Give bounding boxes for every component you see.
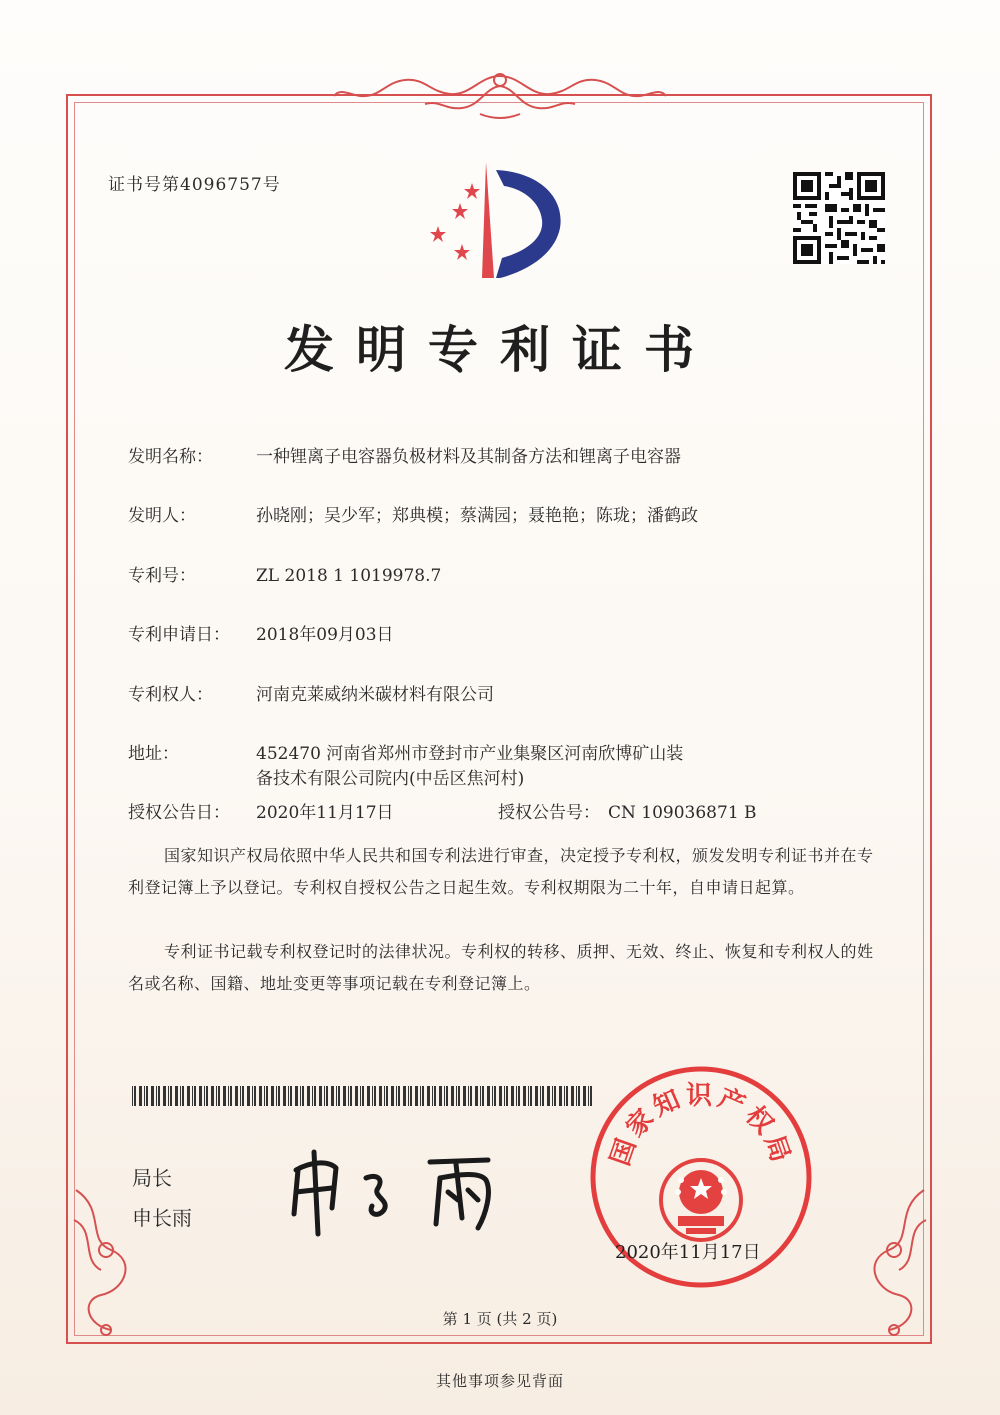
svg-text:国家知识产权局: 国家知识产权局 — [605, 1081, 797, 1170]
qr-code — [793, 172, 885, 264]
field-application-date — [128, 620, 394, 645]
barcode-bar — [144, 1086, 145, 1106]
barcode-bar — [218, 1086, 220, 1106]
barcode-bar — [132, 1086, 133, 1106]
barcode-bar — [470, 1086, 472, 1106]
grant-date-label: 授权公告日： — [128, 803, 230, 823]
barcode-bar — [391, 1086, 394, 1106]
barcode-bar — [216, 1086, 217, 1106]
barcode-bar — [487, 1086, 490, 1106]
barcode-bar — [482, 1086, 484, 1106]
barcode-bar — [456, 1086, 457, 1106]
application-date-label: 专利申请日： — [128, 625, 230, 645]
barcode-bar — [134, 1086, 136, 1106]
barcode-bar — [228, 1086, 229, 1106]
grant-number-label: 授权公告号： — [498, 803, 600, 823]
barcode-bar — [266, 1086, 268, 1106]
address-line1: 452470 河南省郑州市登封市产业集聚区河南欣博矿山装 — [256, 744, 684, 764]
barcode-bar — [343, 1086, 346, 1106]
barcode-bar — [578, 1086, 580, 1106]
certificate-number: 证书号第4096757号 — [108, 175, 281, 195]
barcode-bar — [480, 1086, 481, 1106]
back-note: 其他事项参见背面 — [435, 1372, 564, 1390]
barcode-bar — [338, 1086, 340, 1106]
barcode-bar — [559, 1086, 562, 1106]
barcode-bar — [362, 1086, 364, 1106]
barcode-bar — [204, 1086, 205, 1106]
patentee-value: 河南克莱威纳米碳材料有限公司 — [256, 685, 494, 705]
barcode-bar — [439, 1086, 442, 1106]
barcode-bar — [571, 1086, 574, 1106]
barcode-bar — [324, 1086, 325, 1106]
barcode-bar — [415, 1086, 418, 1106]
barcode-bar — [288, 1086, 289, 1106]
barcode-bar — [451, 1086, 454, 1106]
barcode-bar — [398, 1086, 400, 1106]
barcode-bar — [302, 1086, 304, 1106]
barcode-bar — [504, 1086, 505, 1106]
barcode-bar — [434, 1086, 436, 1106]
barcode-bar — [254, 1086, 256, 1106]
barcode-bar — [355, 1086, 358, 1106]
barcode-bar — [312, 1086, 313, 1106]
barcode-bar — [518, 1086, 520, 1106]
barcode-bar — [542, 1086, 544, 1106]
barcode-bar — [475, 1086, 478, 1106]
grant-date-value: 2020年11月17日 — [256, 803, 394, 823]
barcode-bar — [372, 1086, 373, 1106]
barcode-bar — [252, 1086, 253, 1106]
barcode-bar — [511, 1086, 514, 1106]
barcode-bar — [271, 1086, 274, 1106]
barcode-bar — [410, 1086, 412, 1106]
barcode-bar — [242, 1086, 244, 1106]
barcode-bar — [180, 1086, 181, 1106]
barcode-bar — [506, 1086, 508, 1106]
barcode-bar — [422, 1086, 424, 1106]
barcode-bar — [223, 1086, 226, 1106]
barcode-bar — [187, 1086, 190, 1106]
barcode-bar — [336, 1086, 337, 1106]
field-patentee — [128, 680, 494, 705]
barcode-bar — [420, 1086, 421, 1106]
barcode-bar — [367, 1086, 370, 1106]
barcode-bar — [386, 1086, 388, 1106]
barcode-bar — [564, 1086, 565, 1106]
barcode-bar — [379, 1086, 382, 1106]
barcode-bar — [139, 1086, 142, 1106]
barcode-bar — [331, 1086, 334, 1106]
address-label: 地址： — [128, 744, 179, 764]
barcode-bar — [540, 1086, 541, 1106]
barcode-bar — [494, 1086, 496, 1106]
certificate-title: 发明专利证书 — [284, 320, 716, 379]
barcode-bar — [444, 1086, 445, 1106]
application-date-value: 2018年09月03日 — [256, 625, 394, 645]
director-signature — [280, 1148, 510, 1238]
barcode-bar — [396, 1086, 397, 1106]
barcode-bar — [566, 1086, 568, 1106]
barcode-bar — [206, 1086, 208, 1106]
barcode-bar — [468, 1086, 469, 1106]
barcode-bar — [290, 1086, 292, 1106]
barcode-bar — [554, 1086, 556, 1106]
barcode-bar — [350, 1086, 352, 1106]
field-grant-number — [498, 798, 757, 823]
barcode-bar — [583, 1086, 586, 1106]
barcode-bar — [192, 1086, 193, 1106]
director-name: 申长雨 — [132, 1206, 192, 1230]
field-address-continued — [256, 764, 524, 789]
field-invention-name — [128, 442, 681, 467]
barcode-bar — [576, 1086, 577, 1106]
barcode-bar — [516, 1086, 517, 1106]
barcode-bar — [158, 1086, 160, 1106]
barcode-bar — [240, 1086, 241, 1106]
patentee-label: 专利权人： — [128, 685, 213, 705]
top-ornament — [330, 66, 670, 126]
barcode-bar — [384, 1086, 385, 1106]
barcode-bar — [168, 1086, 169, 1106]
field-address — [128, 739, 683, 764]
barcode-bar — [458, 1086, 460, 1106]
barcode-bar — [295, 1086, 298, 1106]
barcode-bar — [307, 1086, 310, 1106]
barcode-bar — [348, 1086, 349, 1106]
field-patent-number — [128, 561, 441, 586]
barcode-bar — [446, 1086, 448, 1106]
barcode-bar — [283, 1086, 286, 1106]
barcode-bar — [146, 1086, 148, 1106]
barcode — [132, 1086, 594, 1106]
barcode-bar — [300, 1086, 301, 1106]
barcode-bar — [535, 1086, 538, 1106]
inventors-label: 发明人： — [128, 506, 196, 526]
barcode-bar — [463, 1086, 466, 1106]
field-inventors — [128, 501, 698, 526]
barcode-bar — [326, 1086, 328, 1106]
barcode-bar — [432, 1086, 433, 1106]
barcode-bar — [182, 1086, 184, 1106]
barcode-bar — [156, 1086, 157, 1106]
barcode-bar — [235, 1086, 238, 1106]
barcode-bar — [276, 1086, 277, 1106]
barcode-bar — [163, 1086, 166, 1106]
barcode-bar — [259, 1086, 262, 1106]
barcode-bar — [278, 1086, 280, 1106]
barcode-bar — [403, 1086, 406, 1106]
grant-statement-paragraph: 国家知识产权局依照中华人民共和国专利法进行审查，决定授予专利权，颁发发明专利证书并在专利登记簿上予以登记。专利权自授权公告之日起生效。专利权期限为二十年，自申请日起算。 — [128, 846, 874, 897]
barcode-bar — [427, 1086, 430, 1106]
barcode-bar — [492, 1086, 493, 1106]
patent-number-value: ZL 2018 1 1019978.7 — [256, 566, 442, 586]
director-title: 局长 — [132, 1166, 172, 1190]
barcode-bar — [360, 1086, 361, 1106]
legal-status-paragraph: 专利证书记载专利权登记时的法律状况。专利权的转移、质押、无效、终止、恢复和专利权人的姓名或名称、国籍、地址变更等事项记载在专利登记簿上。 — [128, 942, 874, 993]
invention-name-value: 一种锂离子电容器负极材料及其制备方法和锂离子电容器 — [256, 447, 681, 467]
barcode-bar — [530, 1086, 532, 1106]
inventors-value: 孙晓刚；吴少军；郑典模；蔡满园；聂艳艳；陈珑；潘鹤政 — [256, 506, 698, 526]
barcode-bar — [194, 1086, 196, 1106]
barcode-bar — [552, 1086, 553, 1106]
barcode-bar — [374, 1086, 376, 1106]
barcode-bar — [170, 1086, 172, 1106]
grant-number-value: CN 109036871 B — [608, 803, 757, 823]
barcode-bar — [523, 1086, 526, 1106]
invention-name-label: 发明名称： — [128, 447, 213, 467]
barcode-bar — [247, 1086, 250, 1106]
page-number: 第 1 页 (共 2 页) — [442, 1310, 558, 1328]
barcode-bar — [408, 1086, 409, 1106]
patent-number-label: 专利号： — [128, 566, 196, 586]
barcode-bar — [499, 1086, 502, 1106]
barcode-bar — [230, 1086, 232, 1106]
barcode-bar — [547, 1086, 550, 1106]
barcode-bar — [175, 1086, 178, 1106]
barcode-bar — [264, 1086, 265, 1106]
address-line2: 备技术有限公司院内(中岳区焦河村) — [256, 769, 525, 789]
cnipa-logo-icon — [420, 158, 580, 283]
barcode-bar — [528, 1086, 529, 1106]
barcode-bar — [199, 1086, 202, 1106]
barcode-bar — [319, 1086, 322, 1106]
field-grant-date — [128, 798, 394, 823]
seal-date: 2020年11月17日 — [615, 1242, 761, 1263]
barcode-bar — [211, 1086, 214, 1106]
barcode-bar — [314, 1086, 316, 1106]
barcode-bar — [151, 1086, 154, 1106]
